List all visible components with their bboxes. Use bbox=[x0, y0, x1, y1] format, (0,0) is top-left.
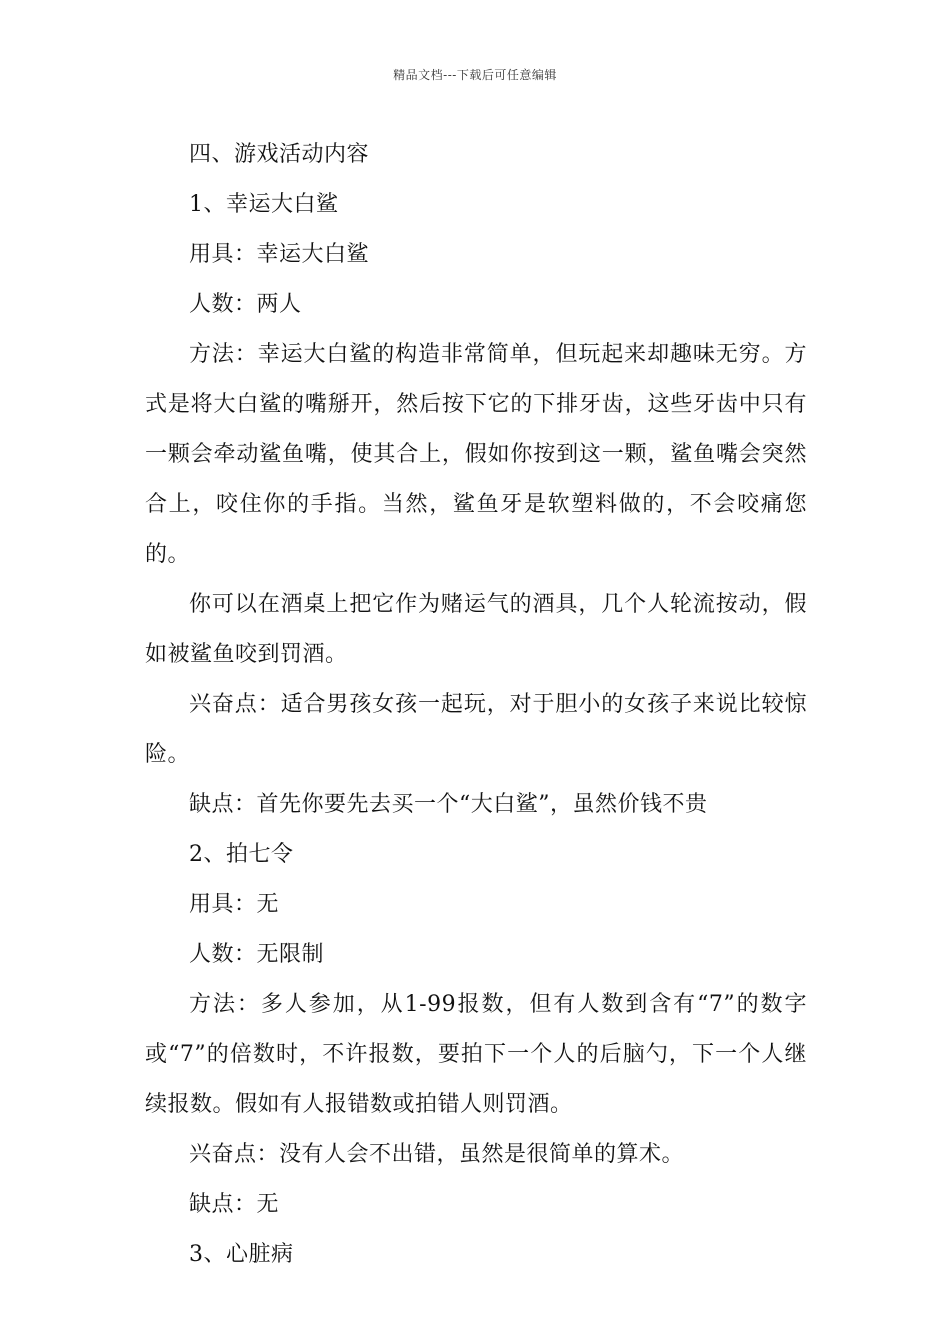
game-equipment: 用具：无 bbox=[189, 892, 280, 917]
document-body bbox=[145, 130, 807, 1280]
game-players: 人数：无限制 bbox=[189, 942, 325, 967]
game-players: 人数：两人 bbox=[189, 292, 302, 317]
game-title: 2、拍七令 bbox=[189, 842, 294, 867]
game-equipment: 用具：幸运大白鲨 bbox=[189, 242, 370, 267]
game-title: 3、心脏病 bbox=[189, 1242, 294, 1267]
page-header: 精品文档---下载后可任意编辑 bbox=[393, 68, 557, 82]
game-method: 方法：多人参加，从1-99报数，但有人数到含有“7”的数字或“7”的倍数时，不许报数，要拍下一个人的后脑勺，下一个人继续报数。假如有人报错数或拍错人则罚酒。 bbox=[145, 992, 807, 1117]
game-drawback: 缺点：无 bbox=[189, 1192, 280, 1217]
game-method: 方法：幸运大白鲨的构造非常简单，但玩起来却趣味无穷。方式是将大白鲨的嘴掰开，然后按下它的下排牙齿，这些牙齿中只有一颗会牵动鲨鱼嘴，使其合上，假如你按到这一颗，鲨鱼嘴会突然合上，咬住你的手指。当然，鲨鱼牙是软塑料做的，不会咬痛您的。 bbox=[145, 342, 807, 567]
section-heading: 四、游戏活动内容 bbox=[189, 142, 370, 167]
game-method-extra: 你可以在酒桌上把它作为赌运气的酒具，几个人轮流按动，假如被鲨鱼咬到罚酒。 bbox=[145, 592, 807, 667]
game-title: 1、幸运大白鲨 bbox=[189, 192, 339, 217]
game-drawback: 缺点：首先你要先去买一个“大白鲨”，虽然价钱不贵 bbox=[189, 792, 708, 817]
game-highlight: 兴奋点：没有人会不出错，虽然是很简单的算术。 bbox=[189, 1142, 685, 1167]
game-highlight: 兴奋点：适合男孩女孩一起玩，对于胆小的女孩子来说比较惊险。 bbox=[145, 692, 807, 767]
